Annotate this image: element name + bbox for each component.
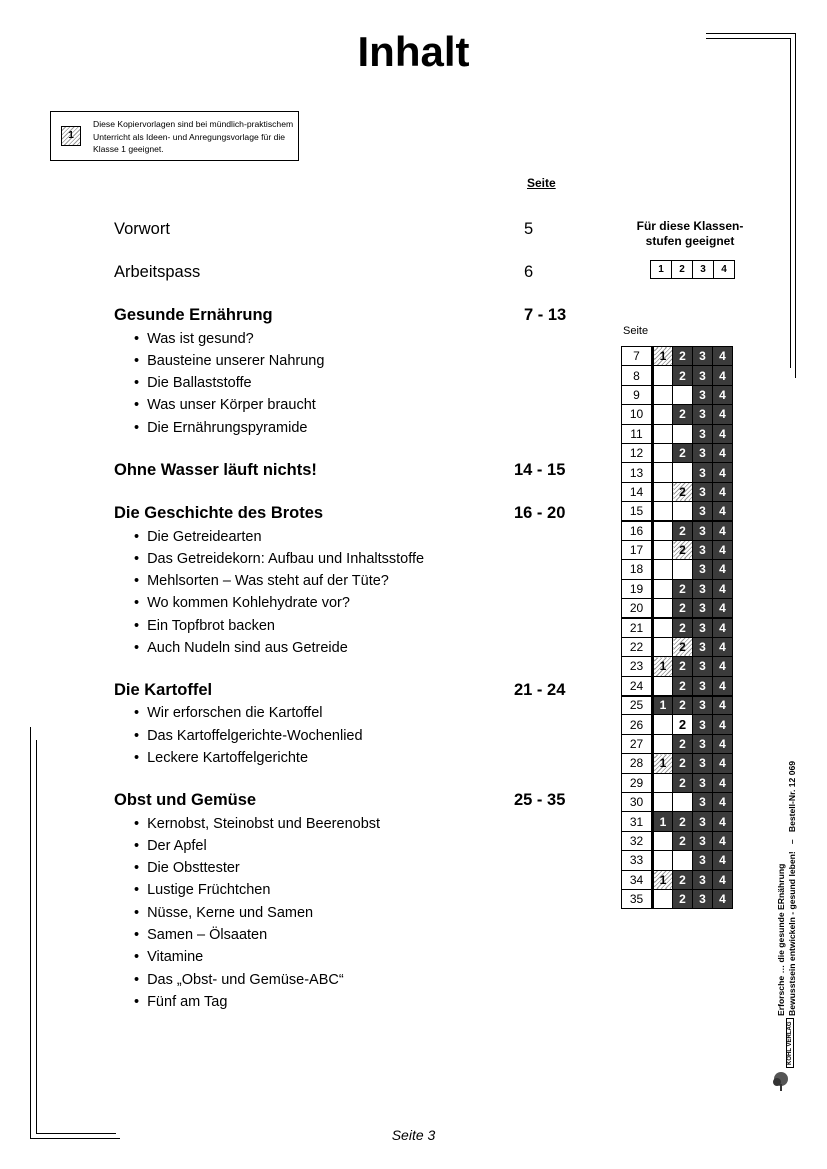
class-level-cell: 4	[713, 260, 735, 279]
grid-cell-class-4: 4	[713, 482, 733, 501]
grid-row	[622, 366, 733, 385]
seite-column-header: Seite	[527, 176, 556, 190]
grid-row	[622, 443, 733, 462]
grid-cell-class-2	[673, 385, 693, 404]
grid-cell-class-4: 4	[713, 443, 733, 462]
grid-page-number: 28	[622, 754, 653, 773]
grid-cell-class-2: 2	[673, 812, 693, 831]
frame-line-right	[795, 33, 796, 378]
grid-cell-class-1: 1	[653, 696, 673, 715]
grid-cell-class-2: 2	[673, 599, 693, 618]
grid-row	[622, 502, 733, 521]
grid-cell-class-4: 4	[713, 385, 733, 404]
grid-cell-class-2: 2	[673, 366, 693, 385]
grid-row	[622, 618, 733, 637]
grid-cell-class-4: 4	[713, 463, 733, 482]
grid-page-number: 14	[622, 482, 653, 501]
grid-cell-class-1	[653, 851, 673, 870]
toc-entry-pages: 5	[524, 220, 534, 238]
grid-cell-class-4: 4	[713, 870, 733, 889]
toc-subitem: • Ein Topfbrot backen	[134, 618, 275, 634]
grid-cell-class-1	[653, 773, 673, 792]
side-text-line1: Erforsche … die gesunde ERnährung	[776, 863, 786, 1016]
grid-cell-class-3: 3	[693, 347, 713, 366]
grid-page-number: 31	[622, 812, 653, 831]
toc-subitem: • Samen – Ölsaaten	[134, 927, 267, 943]
grid-page-number: 24	[622, 676, 653, 695]
grid-cell-class-1	[653, 463, 673, 482]
class-level-cell: 2	[671, 260, 693, 279]
grid-cell-class-3: 3	[693, 424, 713, 443]
grid-cell-class-1	[653, 502, 673, 521]
hatched-class-icon: 1	[61, 126, 81, 146]
grid-cell-class-3: 3	[693, 715, 713, 734]
grid-cell-class-2: 2	[673, 696, 693, 715]
toc-entry-title: Gesunde Ernährung	[114, 306, 273, 324]
grid-row	[622, 812, 733, 831]
grid-cell-class-2: 2	[673, 521, 693, 540]
grid-row	[622, 540, 733, 559]
grid-seite-label: Seite	[623, 325, 649, 337]
grid-cell-class-2	[673, 792, 693, 811]
grid-cell-class-1: 1	[653, 870, 673, 889]
grid-page-number: 11	[622, 424, 653, 443]
side-text	[776, 760, 798, 1016]
toc-subitem: • Mehlsorten – Was steht auf der Tüte?	[134, 573, 389, 589]
toc-entry-pages: 21 - 24	[514, 681, 566, 699]
grid-row	[622, 657, 733, 676]
grid-cell-class-2	[673, 424, 693, 443]
grid-cell-class-3: 3	[693, 405, 713, 424]
grid-row	[622, 637, 733, 656]
grid-row	[622, 773, 733, 792]
grid-cell-class-1: 1	[653, 347, 673, 366]
grid-cell-class-4: 4	[713, 502, 733, 521]
grid-cell-class-3: 3	[693, 618, 713, 637]
grid-cell-class-2: 2	[673, 347, 693, 366]
toc-subitem: • Die Ballaststoffe	[134, 375, 252, 391]
grid-cell-class-1: 1	[653, 657, 673, 676]
grid-row	[622, 715, 733, 734]
grid-cell-class-3: 3	[693, 812, 713, 831]
grid-cell-class-2: 2	[673, 773, 693, 792]
grid-page-number: 25	[622, 696, 653, 715]
grid-page-number: 34	[622, 870, 653, 889]
toc-subitem: • Die Getreidearten	[134, 529, 262, 545]
toc-subitem: • Bausteine unserer Nahrung	[134, 353, 324, 369]
class-levels-grid	[651, 260, 735, 279]
toc-entry-pages: 25 - 35	[514, 791, 566, 809]
grid-cell-class-4: 4	[713, 696, 733, 715]
grid-cell-class-3: 3	[693, 637, 713, 656]
toc-subitem: • Was ist gesund?	[134, 331, 254, 347]
grid-cell-class-3: 3	[693, 754, 713, 773]
grid-row	[622, 424, 733, 443]
grid-page-number: 10	[622, 405, 653, 424]
grid-row	[622, 754, 733, 773]
grid-cell-class-1: 1	[653, 754, 673, 773]
toc-subitem: • Der Apfel	[134, 838, 207, 854]
toc-entry-title: Obst und Gemüse	[114, 791, 257, 809]
grid-cell-class-1	[653, 560, 673, 579]
grid-cell-class-2: 2	[673, 443, 693, 462]
grid-cell-class-1	[653, 831, 673, 850]
grid-cell-class-3: 3	[693, 657, 713, 676]
grid-cell-class-1	[653, 715, 673, 734]
grid-cell-class-1	[653, 540, 673, 559]
grid-cell-class-3: 3	[693, 734, 713, 753]
grid-cell-class-4: 4	[713, 889, 733, 908]
grid-row	[622, 347, 733, 366]
side-text-line2: Bewusstsein entwickeln - gesund leben! – Bestell-Nr. 12 069	[787, 760, 797, 1016]
grid-page-number: 19	[622, 579, 653, 598]
grid-cell-class-4: 4	[713, 366, 733, 385]
grid-row	[622, 599, 733, 618]
grid-cell-class-2: 2	[673, 540, 693, 559]
grid-cell-class-3: 3	[693, 851, 713, 870]
grid-cell-class-1	[653, 637, 673, 656]
grid-cell-class-1	[653, 385, 673, 404]
grid-row	[622, 560, 733, 579]
grid-cell-class-2: 2	[673, 889, 693, 908]
grid-cell-class-2: 2	[673, 676, 693, 695]
grid-cell-class-2: 2	[673, 870, 693, 889]
grid-page-number: 27	[622, 734, 653, 753]
grid-page-number: 23	[622, 657, 653, 676]
toc-entry-pages: 16 - 20	[514, 504, 566, 522]
grid-row	[622, 521, 733, 540]
grid-cell-class-3: 3	[693, 482, 713, 501]
toc-subitem: • Was unser Körper braucht	[134, 397, 316, 413]
grid-page-number: 30	[622, 792, 653, 811]
grid-cell-class-1	[653, 734, 673, 753]
grid-cell-class-2: 2	[673, 657, 693, 676]
grid-cell-class-2: 2	[673, 754, 693, 773]
suitability-grid	[621, 346, 733, 909]
grid-cell-class-1	[653, 676, 673, 695]
grid-cell-class-3: 3	[693, 560, 713, 579]
grid-row	[622, 579, 733, 598]
grid-cell-class-2: 2	[673, 405, 693, 424]
grid-cell-class-4: 4	[713, 831, 733, 850]
grid-cell-class-1	[653, 424, 673, 443]
grid-cell-class-2: 2	[673, 715, 693, 734]
grid-page-number: 16	[622, 521, 653, 540]
toc-entry-title: Arbeitspass	[114, 263, 201, 281]
grid-cell-class-4: 4	[713, 657, 733, 676]
grid-row	[622, 385, 733, 404]
grid-cell-class-4: 4	[713, 637, 733, 656]
grid-row	[622, 792, 733, 811]
grid-cell-class-3: 3	[693, 579, 713, 598]
grid-row	[622, 734, 733, 753]
grid-cell-class-1	[653, 521, 673, 540]
toc-subitem: • Wir erforschen die Kartoffel	[134, 705, 323, 721]
grid-cell-class-1	[653, 482, 673, 501]
grid-cell-class-4: 4	[713, 851, 733, 870]
grid-row	[622, 870, 733, 889]
toc-subitem: • Leckere Kartoffelgerichte	[134, 750, 308, 766]
toc-subitem: • Die Ernährungspyramide	[134, 420, 307, 436]
grid-cell-class-4: 4	[713, 405, 733, 424]
grid-row	[622, 831, 733, 850]
grid-row	[622, 463, 733, 482]
grid-cell-class-1	[653, 579, 673, 598]
publisher-tree-logo-icon	[768, 1070, 796, 1092]
class-level-cell: 1	[650, 260, 672, 279]
grid-row	[622, 851, 733, 870]
grid-cell-class-3: 3	[693, 463, 713, 482]
grid-page-number: 17	[622, 540, 653, 559]
grid-cell-class-4: 4	[713, 792, 733, 811]
grid-cell-class-4: 4	[713, 560, 733, 579]
grid-cell-class-2	[673, 502, 693, 521]
grid-cell-class-3: 3	[693, 889, 713, 908]
grid-cell-class-1	[653, 889, 673, 908]
grid-cell-class-1	[653, 443, 673, 462]
toc-subitem: • Auch Nudeln sind aus Getreide	[134, 640, 348, 656]
grid-page-number: 21	[622, 618, 653, 637]
frame-line-left-inner	[36, 740, 37, 1134]
grid-cell-class-3: 3	[693, 773, 713, 792]
grid-page-number: 33	[622, 851, 653, 870]
toc-subitem: • Nüsse, Kerne und Samen	[134, 905, 313, 921]
grid-page-number: 20	[622, 599, 653, 618]
grid-cell-class-2	[673, 851, 693, 870]
grid-cell-class-1	[653, 618, 673, 637]
grid-cell-class-2: 2	[673, 637, 693, 656]
grid-cell-class-4: 4	[713, 347, 733, 366]
grid-cell-class-3: 3	[693, 792, 713, 811]
grid-cell-class-4: 4	[713, 424, 733, 443]
grid-cell-class-4: 4	[713, 540, 733, 559]
toc-subitem: • Das Getreidekorn: Aufbau und Inhaltsstoffe	[134, 551, 424, 567]
toc-subitem: • Vitamine	[134, 949, 203, 965]
grid-cell-class-1	[653, 599, 673, 618]
toc-subitem: • Das „Obst- und Gemüse-ABC“	[134, 972, 344, 988]
toc-entry-pages: 7 - 13	[524, 306, 567, 324]
grid-row	[622, 889, 733, 908]
grid-cell-class-2	[673, 463, 693, 482]
grid-cell-class-3: 3	[693, 443, 713, 462]
grid-cell-class-4: 4	[713, 773, 733, 792]
grid-page-number: 26	[622, 715, 653, 734]
grid-cell-class-4: 4	[713, 754, 733, 773]
grid-cell-class-2: 2	[673, 734, 693, 753]
grid-cell-class-4: 4	[713, 734, 733, 753]
grid-cell-class-3: 3	[693, 599, 713, 618]
grid-cell-class-4: 4	[713, 599, 733, 618]
grid-cell-class-2: 2	[673, 831, 693, 850]
toc-entry-pages: 14 - 15	[514, 461, 566, 479]
grid-row	[622, 405, 733, 424]
grid-page-number: 29	[622, 773, 653, 792]
grid-page-number: 35	[622, 889, 653, 908]
grid-cell-class-1	[653, 405, 673, 424]
grid-row	[622, 676, 733, 695]
class-level-cell: 3	[692, 260, 714, 279]
grid-page-number: 32	[622, 831, 653, 850]
grid-cell-class-4: 4	[713, 579, 733, 598]
grid-cell-class-4: 4	[713, 521, 733, 540]
grid-row	[622, 696, 733, 715]
grid-cell-class-1: 1	[653, 812, 673, 831]
grid-cell-class-4: 4	[713, 715, 733, 734]
page-title: Inhalt	[357, 28, 470, 75]
toc-entry-title: Die Geschichte des Brotes	[114, 504, 324, 522]
grid-cell-class-3: 3	[693, 831, 713, 850]
grid-cell-class-3: 3	[693, 521, 713, 540]
grid-row	[622, 482, 733, 501]
grid-page-number: 13	[622, 463, 653, 482]
toc-subitem: • Fünf am Tag	[134, 994, 227, 1010]
grid-cell-class-3: 3	[693, 502, 713, 521]
grid-page-number: 12	[622, 443, 653, 462]
publisher-label: KOHL VERLAG	[786, 1018, 794, 1068]
toc-subitem: • Die Obsttester	[134, 860, 240, 876]
grid-cell-class-3: 3	[693, 676, 713, 695]
grid-cell-class-3: 3	[693, 870, 713, 889]
grid-cell-class-1	[653, 792, 673, 811]
grid-page-number: 7	[622, 347, 653, 366]
toc-subitem: • Das Kartoffelgerichte-Wochenlied	[134, 728, 363, 744]
toc-subitem: • Lustige Früchtchen	[134, 882, 270, 898]
toc-subitem: • Wo kommen Kohlehydrate vor?	[134, 595, 350, 611]
grid-cell-class-3: 3	[693, 696, 713, 715]
toc-entry-pages: 6	[524, 263, 534, 281]
grid-page-number: 15	[622, 502, 653, 521]
grid-cell-class-4: 4	[713, 812, 733, 831]
grid-page-number: 8	[622, 366, 653, 385]
grid-cell-class-4: 4	[713, 676, 733, 695]
grid-cell-class-3: 3	[693, 366, 713, 385]
toc-entry-title: Ohne Wasser läuft nichts!	[114, 461, 317, 479]
grid-cell-class-3: 3	[693, 385, 713, 404]
grid-cell-class-2: 2	[673, 618, 693, 637]
grid-cell-class-1	[653, 366, 673, 385]
class-levels-heading: Für diese Klassen-stufen geeignet	[636, 219, 744, 248]
order-number: Bestell-Nr. 12 069	[787, 760, 797, 833]
grid-cell-class-2	[673, 560, 693, 579]
toc-entry-title: Die Kartoffel	[114, 681, 213, 699]
toc-subitem: • Kernobst, Steinobst und Beerenobst	[134, 816, 380, 832]
page-footer: Seite 3	[391, 1127, 436, 1143]
frame-line-left	[30, 727, 31, 1139]
grid-cell-class-2: 2	[673, 579, 693, 598]
grid-page-number: 18	[622, 560, 653, 579]
grid-cell-class-4: 4	[713, 618, 733, 637]
toc-entry-title: Vorwort	[114, 220, 170, 238]
note-text: Diese Kopiervorlagen sind bei mündlich-praktischem Unterricht als Ideen- und Anregungsvorlage für die Klasse 1 geeignet.	[93, 119, 294, 154]
grid-page-number: 9	[622, 385, 653, 404]
grid-cell-class-2: 2	[673, 482, 693, 501]
grid-page-number: 22	[622, 637, 653, 656]
note-box	[50, 111, 299, 161]
frame-line-right-inner	[790, 38, 791, 368]
grid-cell-class-3: 3	[693, 540, 713, 559]
